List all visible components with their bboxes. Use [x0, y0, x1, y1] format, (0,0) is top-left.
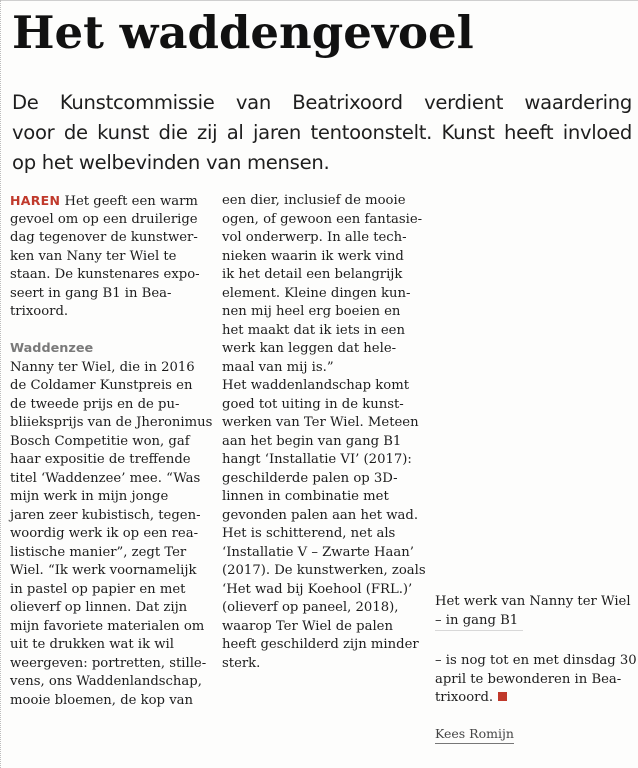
- body-line: staan. De kunstenares expo-: [10, 267, 200, 282]
- body-line: een dier, inclusief de mooie: [222, 193, 406, 208]
- info-line-last: [435, 689, 635, 708]
- body-line: trixoord.: [10, 304, 69, 319]
- section-subhead: Waddenzee: [10, 341, 94, 356]
- info-box-bottom: [435, 652, 635, 708]
- body-line: weergeven: portretten, stille-: [10, 655, 207, 671]
- body-line: ‘Het wad bij Koehool (FRL.)’: [222, 581, 413, 597]
- body-line: maal van mij is.”: [222, 359, 334, 375]
- body-line: [10, 192, 210, 211]
- body-line: Nanny ter Wiel, die in 2016: [10, 359, 195, 375]
- body-line: Wiel. “Ik werk voornamelijk: [10, 563, 197, 578]
- body-line: haar expositie de treffende: [10, 452, 191, 467]
- body-line: sterk.: [222, 655, 261, 671]
- body-line: nen mij heel erg boeien en: [222, 304, 401, 319]
- body-line: olieverf op linnen. Dat zijn: [10, 600, 188, 615]
- body-line: listische manier”, zegt Ter: [10, 544, 187, 560]
- page-edge-left: [0, 0, 2, 768]
- body-line: (olieverf op paneel, 2018),: [222, 600, 399, 615]
- author-byline: Kees Romijn: [435, 725, 514, 744]
- body-line: (2017). De kunstwerken, zoals: [222, 563, 426, 578]
- body-line: mijn favoriete materialen om: [10, 618, 205, 634]
- body-line: uit te drukken wat ik wil: [10, 637, 174, 652]
- body-line: bliieksprijs van de Jheronimus: [10, 415, 213, 430]
- body-line: jaren zeer kubistisch, tegen-: [10, 507, 201, 523]
- body-line-text: Het geeft een warm: [60, 194, 198, 209]
- body-line: mijn werk in mijn jonge: [10, 489, 169, 504]
- info-line: april te bewonderen in Bea-: [435, 671, 622, 687]
- page-edge-top: [0, 0, 638, 1]
- body-line: element. Kleine dingen kun-: [222, 285, 411, 301]
- body-line: ik het detail een belangrijk: [222, 267, 403, 282]
- body-line: werken van Ter Wiel. Meteen: [222, 415, 419, 430]
- body-line: goed tot uiting in de kunst-: [222, 396, 404, 412]
- body-line: woordig werk ik op een rea-: [10, 526, 199, 541]
- body-line: waarop Ter Wiel de palen: [222, 618, 393, 634]
- body-line: gevoel om op een druilerige: [10, 211, 198, 227]
- article-column-1: [10, 192, 213, 710]
- body-line: dag tegenover de kunstwer-: [10, 230, 198, 245]
- body-line: Bosch Competitie won, gaf: [10, 433, 190, 449]
- paragraph-gap: [10, 322, 210, 341]
- body-line: ogen, of gewoon een fantasie-: [222, 211, 423, 227]
- body-line: gevonden palen aan het wad.: [222, 507, 419, 523]
- body-line: nieken waarin ik werk vind: [222, 248, 404, 264]
- body-line: linnen in combinatie met: [222, 489, 389, 504]
- body-line: het maakt dat ik iets in een: [222, 322, 405, 338]
- info-line: – is nog tot en met dinsdag 30: [435, 653, 637, 668]
- info-box-top: [435, 593, 635, 631]
- body-line: de tweede prijs en de pu-: [10, 396, 180, 412]
- info-line: – in gang B1: [435, 612, 523, 632]
- dateline-kicker: HAREN: [10, 193, 61, 208]
- body-line: in pastel op papier en met: [10, 581, 186, 597]
- end-of-article-square-icon: [498, 692, 507, 701]
- article-column-2: [222, 192, 426, 673]
- body-line: Het waddenlandschap komt: [222, 378, 410, 393]
- intro-line: voor de kunst die zij al jaren tentoonstelt. Kunst heeft invloed: [12, 121, 632, 144]
- body-line: Het is schitterend, net als: [222, 526, 396, 541]
- body-line: ken van Nany ter Wiel te: [10, 248, 177, 264]
- body-line: hangt ‘Installatie VI’ (2017):: [222, 452, 412, 467]
- body-line: vens, ons Waddenlandschap,: [10, 674, 202, 689]
- article-headline: Het waddengevoel: [12, 6, 474, 59]
- intro-line: De Kunstcommissie van Beatrixoord verdient waardering: [12, 91, 632, 114]
- intro-line: op het welbevinden van mensen.: [12, 151, 330, 174]
- body-line: heeft geschilderd zijn minder: [222, 637, 419, 652]
- body-line: geschilderde palen op 3D-: [222, 470, 398, 486]
- body-line: titel ‘Waddenzee’ mee. “Was: [10, 470, 201, 486]
- body-line: werk kan leggen dat hele-: [222, 341, 397, 356]
- info-line-text: trixoord.: [435, 690, 494, 705]
- body-line: de Coldamer Kunstpreis en: [10, 378, 193, 393]
- body-line: vol onderwerp. In alle tech-: [222, 230, 407, 245]
- info-line: Het werk van Nanny ter Wiel: [435, 594, 631, 609]
- body-line: ‘Installatie V – Zwarte Haan’: [222, 544, 414, 560]
- body-line: mooie bloemen, de kop van: [10, 692, 193, 708]
- body-line: aan het begin van gang B1: [222, 433, 402, 449]
- body-line: seert in gang B1 in Bea-: [10, 285, 172, 301]
- article-intro: [12, 88, 632, 178]
